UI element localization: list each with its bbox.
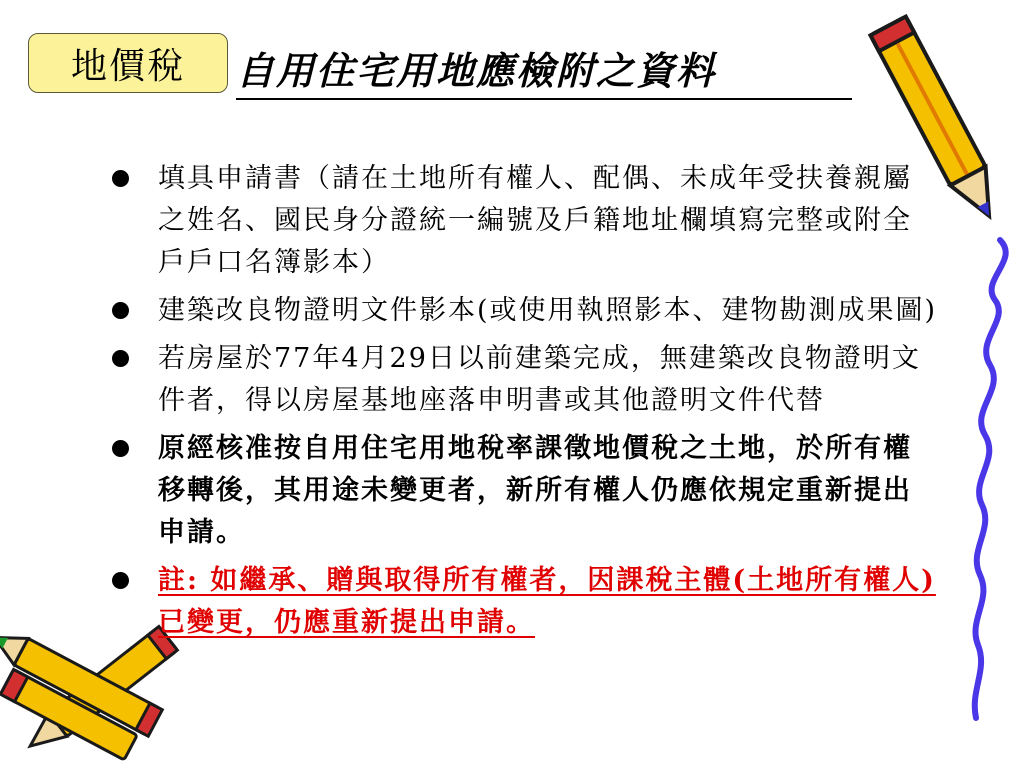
note-text: 註: 如繼承、贈與取得所有權者，因課稅主體(土地所有權人)已變更，仍應重新提出申請。 <box>158 565 936 638</box>
bullet-icon <box>112 302 129 319</box>
bullet-icon <box>112 440 129 457</box>
list-item-text: 建築改良物證明文件影本(或使用執照影本、建物勘測成果圖) <box>158 295 938 326</box>
list-item <box>108 428 938 554</box>
squiggle-decoration <box>960 240 1020 720</box>
list-item <box>108 338 938 422</box>
bullet-icon <box>112 350 129 367</box>
note-item <box>108 560 938 644</box>
page-title: 自用住宅用地應檢附之資料 <box>236 44 852 100</box>
category-tag-label: 地價稅 <box>70 45 185 87</box>
list-item <box>108 290 938 332</box>
category-tag <box>28 33 228 93</box>
list-item-text: 原經核准按自用住宅用地稅率課徵地價稅之土地，於所有權移轉後，其用途未變更者，新所有權人仍應依規定重新提出申請。 <box>158 433 912 548</box>
list-item-text: 填具申請書（請在土地所有權人、配偶、未成年受扶養親屬之姓名、國民身分證統一編號及戶籍地址欄填寫完整或附全戶戶口名簿影本） <box>158 163 912 278</box>
bullet-icon <box>112 572 129 589</box>
list-item-text: 若房屋於77年4月29日以前建築完成，無建築改良物證明文件者，得以房屋基地座落申明書或其他證明文件代替 <box>158 343 921 416</box>
bullet-icon <box>112 170 129 187</box>
bullet-list <box>108 158 938 650</box>
list-item <box>108 158 938 284</box>
